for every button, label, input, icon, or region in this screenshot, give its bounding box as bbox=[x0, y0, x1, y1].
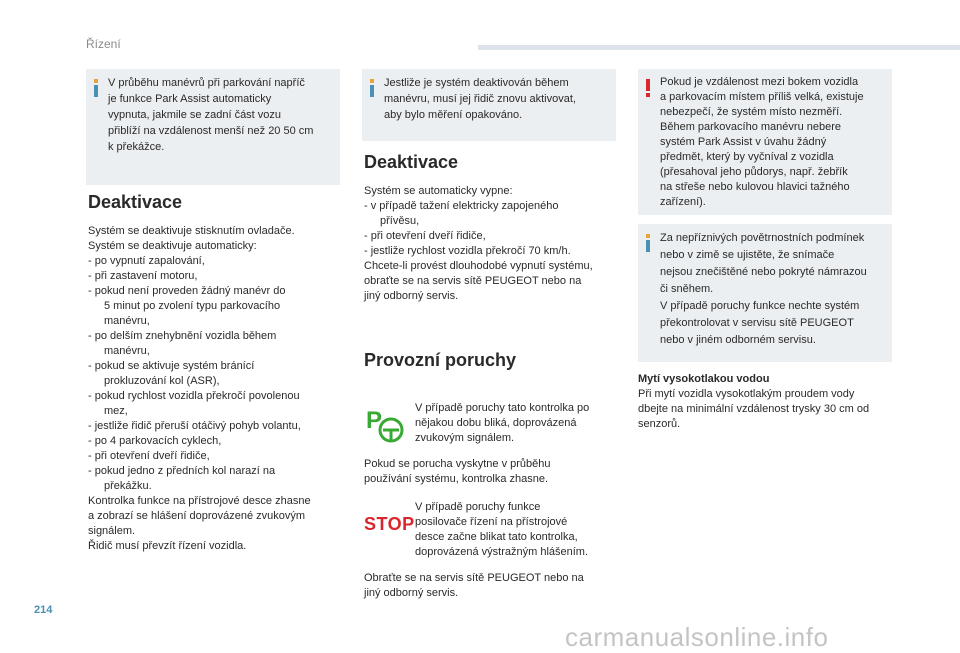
body-line: Systém se deaktivuje stisknutím ovladače. bbox=[88, 225, 295, 237]
info-line: nebo v jiném odborném servisu. bbox=[660, 334, 816, 346]
header-bar bbox=[478, 45, 960, 50]
body-line: manévru, bbox=[104, 345, 150, 357]
body-line: V případě poruchy tato kontrolka po bbox=[415, 402, 590, 414]
info-box-park-assist bbox=[86, 69, 340, 185]
info-icon bbox=[94, 79, 98, 99]
body-line: - pokud jedno z předních kol narazí na bbox=[88, 465, 276, 477]
warning-line: zařízení). bbox=[660, 196, 706, 208]
body-line: - v případě tažení elektricky zapojeného bbox=[364, 200, 559, 212]
body-line: - při otevření dveří řidiče, bbox=[364, 230, 486, 242]
body-line: posilovače řízení na přístrojové bbox=[415, 516, 568, 528]
body-line: - pokud se aktivuje systém bránící bbox=[88, 360, 255, 372]
heading-deactivation-2: Deaktivace bbox=[364, 152, 459, 172]
warning-line: (přesahoval jeho půdorys, např. žebřík bbox=[660, 166, 848, 178]
info-icon bbox=[370, 79, 374, 99]
body-line: - jestliže rychlost vozidla překročí 70 km/h. bbox=[364, 245, 571, 257]
washing-section bbox=[638, 372, 869, 432]
info-line: Jestliže je systém deaktivován během bbox=[384, 77, 569, 89]
body-line: používání systému, kontrolka zhasne. bbox=[364, 473, 549, 485]
body-line: prokluzování kol (ASR), bbox=[104, 375, 220, 387]
warning-line: a parkovacím místem příliš velká, existuje bbox=[660, 91, 864, 103]
info-line: Za nepříznivých povětrnostních podmínek bbox=[660, 232, 865, 244]
body-line: dbejte na minimální vzdálenost trysky 30 cm od bbox=[638, 403, 870, 415]
body-line: - po delším znehybnění vozidla během bbox=[88, 330, 277, 342]
body-line: jiný odborný servis. bbox=[364, 290, 459, 302]
body-line: - po vypnutí zapalování, bbox=[88, 255, 205, 267]
deactivation-body bbox=[88, 224, 311, 554]
body-line: - pokud není proveden žádný manévr do bbox=[88, 285, 286, 297]
info-line: V případě poruchy funkce nechte systém bbox=[660, 300, 860, 312]
body-line: Obraťte se na servis sítě PEUGEOT nebo na bbox=[364, 572, 584, 584]
stop-icon-label: STOP bbox=[364, 514, 415, 534]
info-line: nejsou znečištěné nebo pokryté námrazou bbox=[660, 266, 867, 278]
body-line: nějakou dobu bliká, doprovázená bbox=[415, 417, 577, 429]
body-line: - při zastavení motoru, bbox=[88, 270, 198, 282]
service-text bbox=[364, 571, 584, 601]
body-line: a zobrazí se hlášení doprovázené zvukovým bbox=[88, 510, 306, 522]
body-line: Systém se deaktivuje automaticky: bbox=[88, 240, 257, 252]
body-line: Při mytí vozidla vysokotlakým proudem vody bbox=[638, 388, 855, 400]
heading-faults: Provozní poruchy bbox=[364, 350, 517, 370]
info-icon bbox=[646, 234, 650, 254]
washing-title: Mytí vysokotlakou vodou bbox=[638, 373, 770, 385]
info-line: k překážce. bbox=[108, 141, 165, 153]
body-line: Kontrolka funkce na přístrojové desce zhasne bbox=[88, 495, 311, 507]
chapter-title: Řízení bbox=[86, 37, 121, 51]
heading-deactivation: Deaktivace bbox=[88, 192, 183, 212]
stop-icon bbox=[364, 514, 415, 535]
power-steering-fault-text bbox=[415, 500, 588, 560]
warning-line: předmět, který by vyčníval z vozidla bbox=[660, 151, 834, 163]
page-number: 214 bbox=[34, 604, 53, 616]
body-line: senzorů. bbox=[638, 418, 681, 430]
body-line: překážku. bbox=[104, 480, 152, 492]
body-line: - pokud rychlost vozidla překročí povolenou bbox=[88, 390, 300, 402]
info-line: vypnuta, jakmile se zadní část vozu bbox=[108, 109, 282, 121]
svg-text:P: P bbox=[366, 407, 383, 434]
warning-line: systém Park Assist v úvahu žádný bbox=[660, 136, 827, 148]
fault-during-use-text bbox=[364, 457, 551, 487]
body-line: manévru, bbox=[104, 315, 150, 327]
warning-line: nebezpečí, že systém místo nezměří. bbox=[660, 106, 843, 118]
info-line: je funkce Park Assist automaticky bbox=[108, 93, 272, 105]
auto-deactivation-body bbox=[364, 184, 593, 304]
body-line: obraťte se na servis sítě PEUGEOT nebo na bbox=[364, 275, 582, 287]
body-line: mez, bbox=[104, 405, 128, 417]
info-line: aby bylo měření opakováno. bbox=[384, 109, 523, 121]
info-line: nebo v zimě se ujistěte, že snímače bbox=[660, 249, 835, 261]
warning-line: na střeše nebo kulovou hlavici tažného bbox=[660, 181, 850, 193]
warning-box bbox=[638, 69, 892, 215]
body-line: Pokud se porucha vyskytne v průběhu bbox=[364, 458, 551, 470]
info-box-weather bbox=[638, 224, 892, 362]
info-line: V průběhu manévrů při parkování napříč bbox=[108, 77, 305, 89]
body-line: doprovázená výstražným hlášením. bbox=[415, 546, 589, 558]
warning-line: Během parkovacího manévru nebere bbox=[660, 121, 841, 133]
body-line: desce začne blikat tato kontrolka, bbox=[415, 531, 578, 543]
info-box-reactivation bbox=[362, 69, 616, 141]
body-line: jiný odborný servis. bbox=[364, 587, 459, 599]
fault-warning-light-text bbox=[415, 401, 589, 446]
info-line: překontrolovat v servisu sítě PEUGEOT bbox=[660, 317, 854, 329]
warning-line: Pokud je vzdálenost mezi bokem vozidla bbox=[660, 76, 859, 88]
watermark: carmanualsonline.info bbox=[565, 622, 829, 652]
body-line: 5 minut po zvolení typu parkovacího bbox=[104, 300, 281, 312]
body-line: Systém se automaticky vypne: bbox=[364, 185, 513, 197]
body-line: Řidič musí převzít řízení vozidla. bbox=[88, 540, 247, 552]
body-line: - při otevření dveří řidiče, bbox=[88, 450, 210, 462]
body-line: přívěsu, bbox=[380, 215, 420, 227]
body-line: - jestliže řidič přeruší otáčivý pohyb volantu, bbox=[88, 420, 301, 432]
body-line: Chcete-li provést dlouhodobé vypnutí systému, bbox=[364, 260, 593, 272]
body-line: signálem. bbox=[88, 525, 136, 537]
info-line: přiblíží na vzdálenost menší než 20 50 cm bbox=[108, 125, 314, 137]
info-line: či sněhem. bbox=[660, 283, 714, 295]
body-line: zvukovým signálem. bbox=[415, 432, 515, 444]
body-line: V případě poruchy funkce bbox=[415, 501, 541, 513]
park-assist-icon bbox=[364, 404, 406, 449]
warning-icon bbox=[646, 79, 650, 99]
body-line: - po 4 parkovacích cyklech, bbox=[88, 435, 222, 447]
info-line: manévru, musí jej řidič znovu aktivovat, bbox=[384, 93, 576, 105]
